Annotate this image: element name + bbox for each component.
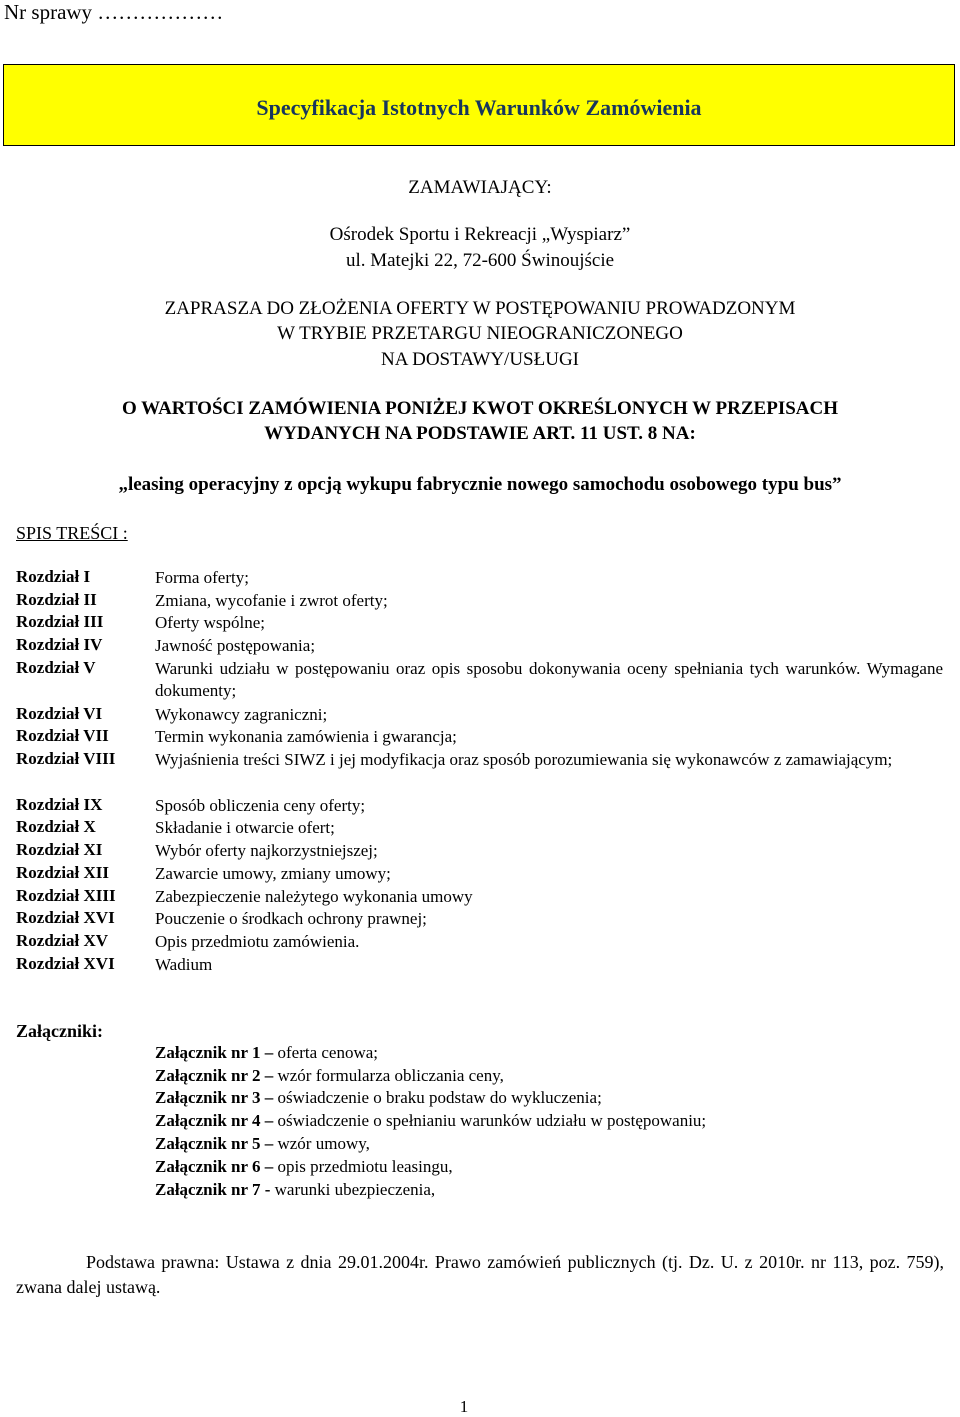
document-title: Specyfikacja Istotnych Warunków Zamówienia: [256, 95, 702, 120]
attachment-description: warunki ubezpieczenia,: [274, 1180, 436, 1199]
attachment-separator: -: [260, 1180, 275, 1199]
attachment-label: Załącznik nr 3: [155, 1088, 261, 1107]
toc-chapter-label: Rozdział VII: [16, 726, 109, 745]
attachment-description: wzór umowy,: [277, 1134, 370, 1153]
attachment-item: [155, 1066, 504, 1086]
toc-chapter-label: Rozdział IX: [16, 795, 103, 814]
toc-chapter-title: Wadium: [155, 955, 213, 974]
toc-chapter-label: Rozdział IV: [16, 635, 103, 654]
procurement-subject: „leasing operacyjny z opcją wykupu fabrycznie nowego samochodu osobowego typu bus”: [118, 474, 842, 495]
toc-chapter-label: Rozdział XVI: [16, 954, 115, 973]
toc-chapter-label: Rozdział VIII: [16, 749, 116, 768]
toc-chapter-title: Sposób obliczenia ceny oferty;: [155, 796, 366, 815]
toc-chapter-title: Zmiana, wycofanie i zwrot oferty;: [155, 591, 388, 610]
attachment-item: [155, 1180, 435, 1200]
attachment-item: [155, 1134, 370, 1154]
attachment-description: oświadczenie o spełnianiu warunków udziału w postępowaniu;: [277, 1111, 707, 1130]
toc-chapter-title: Forma oferty;: [155, 568, 249, 587]
attachment-label: Załącznik nr 1: [155, 1043, 261, 1062]
invitation-line: NA DOSTAWY/USŁUGI: [380, 349, 580, 370]
toc-chapter-title: Pouczenie o środkach ochrony prawnej;: [155, 909, 427, 928]
toc-chapter-title: Termin wykonania zamówienia i gwarancja;: [155, 727, 457, 746]
toc-chapter-label: Rozdział V: [16, 658, 96, 677]
toc-chapter-title: Warunki udziału w postępowaniu oraz opis sposobu dokonywania oceny spełniania tych warunków. Wymagane dokumenty;: [155, 659, 943, 700]
attachment-label: Załącznik nr 7: [155, 1180, 261, 1199]
attachment-separator: –: [260, 1088, 278, 1107]
attachment-description: oferta cenowa;: [277, 1043, 379, 1062]
legal-basis: Podstawa prawna: Ustawa z dnia 29.01.2004r. Prawo zamówień publicznych (tj. Dz. U. z 2010r. nr 113, poz. 759), zwana dalej ustawą.: [16, 1252, 944, 1297]
attachment-item: [155, 1088, 602, 1108]
attachment-item: [155, 1157, 453, 1177]
toc-chapter-title: Zawarcie umowy, zmiany umowy;: [155, 864, 391, 883]
toc-chapter-title: Oferty wspólne;: [155, 613, 266, 632]
toc-chapter-label: Rozdział XV: [16, 931, 109, 950]
contracting-authority-address: ul. Matejki 22, 72-600 Świnoujście: [345, 250, 615, 271]
value-clause-line: WYDANYCH NA PODSTAWIE ART. 11 UST. 8 NA:: [264, 423, 696, 444]
attachment-separator: –: [260, 1043, 278, 1062]
attachment-item: [155, 1043, 378, 1063]
invitation-line: W TRYBIE PRZETARGU NIEOGRANICZONEGO: [277, 323, 683, 344]
toc-chapter-label: Rozdział I: [16, 567, 91, 586]
toc-chapter-label: Rozdział XI: [16, 840, 103, 859]
toc-chapter-title: Składanie i otwarcie ofert;: [155, 818, 335, 837]
toc-heading: SPIS TREŚCI :: [16, 523, 128, 543]
attachment-label: Załącznik nr 2: [155, 1066, 261, 1085]
attachment-label: Załącznik nr 4: [155, 1111, 261, 1130]
attachment-description: opis przedmiotu leasingu,: [277, 1157, 453, 1176]
page-number: 1: [459, 1397, 469, 1416]
toc-chapter-title: Jawność postępowania;: [155, 636, 316, 655]
toc-chapter-title: Wyjaśnienia treści SIWZ i jej modyfikacja oraz sposób porozumiewania się wykonawców z zamawiającym;: [155, 750, 893, 769]
toc-chapter-title: Zabezpieczenie należytego wykonania umowy: [155, 887, 473, 906]
title-banner: [3, 64, 955, 146]
toc-chapter-title: Wybór oferty najkorzystniejszej;: [155, 841, 378, 860]
toc-chapter-title: Wykonawcy zagraniczni;: [155, 705, 328, 724]
value-clause-line: O WARTOŚCI ZAMÓWIENIA PONIŻEJ KWOT OKREŚLONYCH W PRZEPISACH: [121, 398, 839, 419]
attachments-heading: Załączniki:: [16, 1021, 104, 1041]
attachment-description: wzór formularza obliczania ceny,: [277, 1066, 504, 1085]
contracting-authority-label: ZAMAWIAJĄCY:: [408, 177, 552, 198]
attachment-separator: –: [260, 1066, 278, 1085]
attachment-description: oświadczenie o braku podstaw do wykluczenia;: [277, 1088, 602, 1107]
attachment-separator: –: [260, 1111, 278, 1130]
case-number: Nr sprawy ………………: [4, 0, 224, 24]
toc-chapter-label: Rozdział XVI: [16, 908, 115, 927]
invitation-line: ZAPRASZA DO ZŁOŻENIA OFERTY W POSTĘPOWANIU PROWADZONYM: [164, 298, 796, 319]
toc-chapter-title: Opis przedmiotu zamówienia.: [155, 932, 360, 951]
contracting-authority-name: Ośrodek Sportu i Rekreacji „Wyspiarz”: [329, 224, 631, 245]
attachment-separator: –: [260, 1157, 278, 1176]
toc-chapter-label: Rozdział III: [16, 612, 104, 631]
attachment-label: Załącznik nr 6: [155, 1157, 261, 1176]
attachment-item: [155, 1111, 706, 1131]
attachment-separator: –: [260, 1134, 278, 1153]
toc-chapter-label: Rozdział II: [16, 590, 97, 609]
toc-chapter-label: Rozdział VI: [16, 704, 103, 723]
toc-chapter-label: Rozdział XIII: [16, 886, 116, 905]
attachment-label: Załącznik nr 5: [155, 1134, 261, 1153]
toc-chapter-label: Rozdział XII: [16, 863, 110, 882]
toc-chapter-label: Rozdział X: [16, 817, 96, 836]
